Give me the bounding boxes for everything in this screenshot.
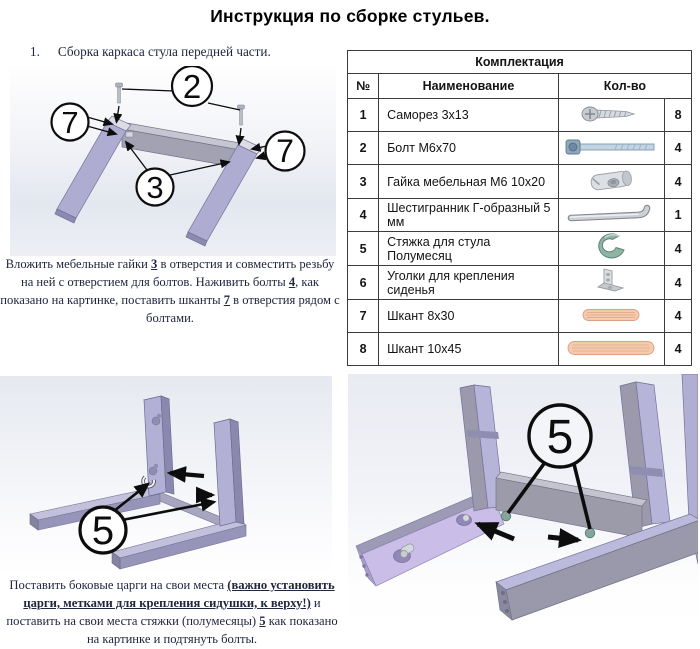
caption-text: в отверстия рядом с болтами. [146,292,340,325]
dowel-small-icon [581,307,641,323]
row-num: 4 [348,199,379,232]
front-frame-diagram [10,66,336,256]
side-rails-diagram [0,376,332,576]
row-qty: 4 [665,165,692,199]
bolt-glyph [116,83,123,122]
row-name: Болт М6х70 [379,132,559,165]
row-image [558,266,664,300]
callout-7-left [52,104,89,141]
part-ref-7: 7 [223,292,231,307]
bolt-icon [565,137,657,157]
row-name: Стяжка для стула Полумесяц [379,232,559,266]
caption-text: Вложить мебельные гайки [5,257,152,271]
left-post [144,396,174,496]
part-ref-4: 4 [288,274,296,289]
callout-5-label: 5 [91,509,115,553]
row-name: Шкант 8х30 [379,300,559,333]
pointing-arrow [548,537,578,540]
caption-warning: (важно установить царги, метками для крепления сидушки, к верху!) [23,578,335,610]
half-moon-tie-icon [591,233,631,261]
parts-table [347,50,692,366]
callout-3 [137,169,174,206]
callout-5-label: 5 [546,411,574,464]
row-qty: 4 [665,333,692,366]
row-num: 3 [348,165,379,199]
seat-rail [496,472,647,538]
bottom-rail [496,514,698,620]
row-qty: 4 [665,232,692,266]
keyhole [149,467,157,475]
row-name: Уголки для крепления сиденья [379,266,559,300]
table-row [348,333,692,366]
front-side-rail [112,519,246,569]
row-qty: 4 [665,266,692,300]
row-image [558,165,664,199]
row-name: Саморез 3х13 [379,99,559,132]
table-row [348,99,692,132]
row-image [558,99,664,132]
caption-text: в отверстия и совместить резьбу на ней с отверстием для болтов. Наживить болты [20,257,335,289]
row-name: Шкант 10х45 [379,333,559,366]
caption-text: как показано на картинке и подтянуть болты. [86,613,338,646]
col-header-name: Наименование [379,74,559,99]
step1-number: 1. [30,44,40,59]
part-ref-5: 5 [259,613,266,628]
callout-2-label: 2 [182,68,202,105]
callout-7-right [266,132,305,171]
callout-7-left-label: 7 [61,105,79,140]
callout-2 [172,66,212,106]
keyhole [154,464,158,468]
right-post [214,419,244,526]
corner-bracket-icon [595,267,627,295]
cross-rail [150,488,228,529]
row-num: 7 [348,300,379,333]
table-row [348,266,692,300]
table-row [348,232,692,266]
front-frame-svg [10,66,336,256]
col-header-qty: Кол-во [558,74,691,99]
table-row [348,132,692,165]
row-qty: 4 [665,132,692,165]
caption-text: Поставить боковые царги на свои места [9,578,228,592]
row-num: 1 [348,99,379,132]
row-qty: 1 [665,199,692,232]
step1-heading-text: Сборка каркаса стула передней части. [57,44,271,59]
barrel-nut-glyph [463,515,470,522]
screw-icon [580,103,642,125]
half-moon-closeup-diagram [348,374,698,638]
row-image [558,300,664,333]
row-name: Шестигранник Г-образный 5 мм [379,199,559,232]
bolt-glyph [238,105,245,144]
row-image [558,333,664,366]
row-num: 6 [348,266,379,300]
hex-key-icon [566,202,656,226]
col-header-num: № [348,74,379,99]
table-title: Комплектация [348,51,692,74]
pointing-arrow [170,473,204,476]
table-row [348,165,692,199]
step1-caption [0,256,340,328]
row-num: 5 [348,232,379,266]
table-row [348,300,692,333]
caption-text: и поставить на свои места стяжки (полумесяцы) [6,595,321,628]
row-image [558,232,664,266]
keyhole [152,417,160,425]
dowel-large-icon [566,339,656,357]
row-qty: 4 [665,300,692,333]
row-num: 2 [348,132,379,165]
step1-heading [30,44,271,60]
keyhole [157,414,161,418]
side-rails-svg [0,376,332,576]
page-title: Инструкция по сборке стульев. [210,6,490,26]
row-num: 8 [348,333,379,366]
half-moon-closeup-svg [348,374,698,638]
table-header-row [348,74,692,99]
callout-3-label: 3 [146,170,164,205]
half-moon-tie-glyph [585,528,595,538]
row-qty: 8 [665,99,692,132]
row-image [558,199,664,232]
row-image [558,132,664,165]
callout-7-right-label: 7 [276,133,294,169]
row-name: Гайка мебельная М6 10х20 [379,165,559,199]
part-ref-3: 3 [151,257,158,271]
nut-slot [126,132,133,137]
caption-text: , как показано на картинке, поставить шканты [0,274,320,307]
barrel-nut-icon [586,166,636,194]
table-title-row [348,51,692,74]
table-row [348,199,692,232]
